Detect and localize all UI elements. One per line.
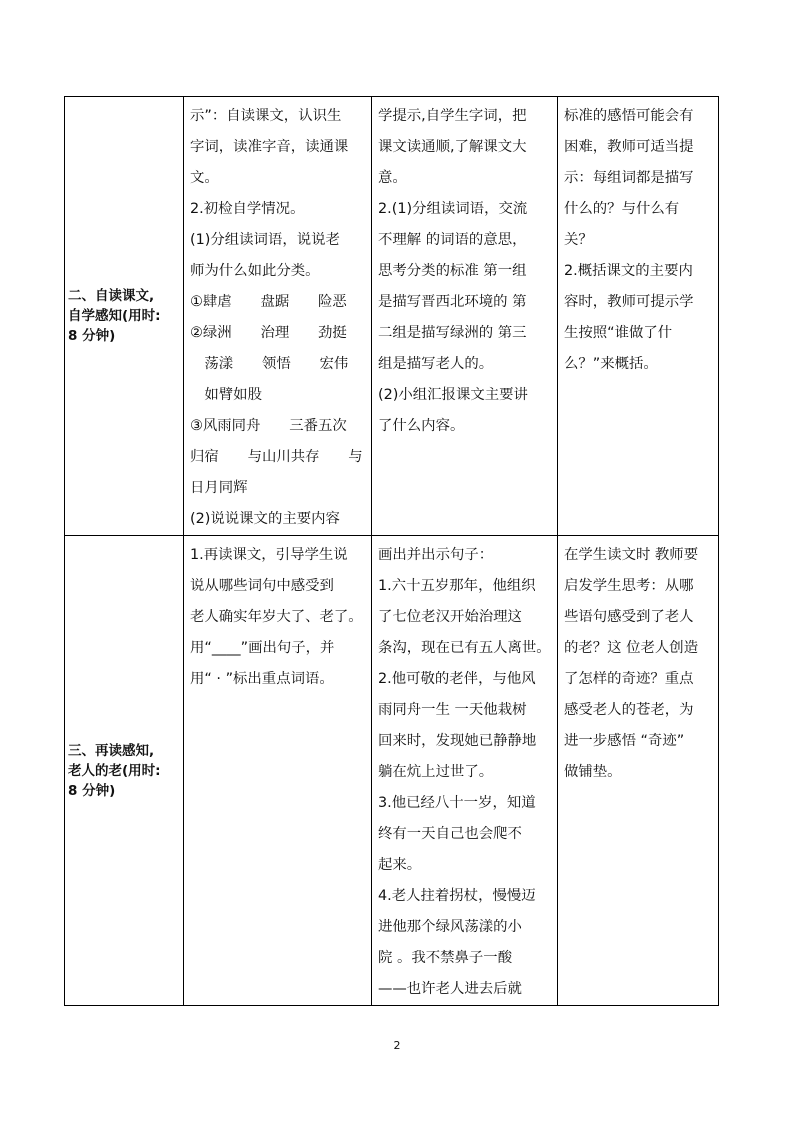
teacher-activity-cell — [184, 97, 372, 536]
vocab-line: ③风雨同舟 三番五次 — [190, 418, 347, 434]
lesson-plan-table — [64, 96, 719, 1006]
text-line: 些语句感受到了老人 — [564, 609, 694, 625]
text-line: 2.概括课文的主要内 — [564, 263, 693, 279]
design-notes-cell — [558, 97, 719, 536]
text-line: 容时，教师可提示学 — [564, 294, 694, 310]
text-line: 说从哪些词句中感受到 — [190, 578, 334, 594]
table-row — [65, 536, 719, 1006]
stage-duration: 8 分钟) — [68, 328, 116, 344]
stage-title: 自学感知(用时: — [68, 308, 161, 324]
stage-title: 三、再读感知, — [68, 742, 155, 759]
text-line: 了怎样的奇迹？重点 — [564, 671, 694, 687]
text-line: 困难，教师可适当提 — [564, 139, 694, 155]
text-line: 师为什么如此分类。 — [190, 263, 320, 279]
text-line: (2)小组汇报课文主要讲 — [378, 387, 528, 403]
text-line: 老人确实年岁大了、老了。 — [190, 609, 363, 625]
text-line: 了七位老汉开始治理这 — [378, 609, 522, 625]
text-line: 在学生读文时 教师要 — [564, 547, 699, 563]
text-line: 是描写晋西北环境的 第 — [378, 294, 527, 310]
text-line: 么？”来概括。 — [564, 356, 658, 372]
vocab-line: 如臂如股 — [190, 387, 262, 403]
text-line: 用“____”画出句子，并 — [190, 640, 335, 656]
text-line: 生按照“谁做了什 — [564, 325, 673, 341]
text-line: 示”：自读课文，认识生 — [190, 108, 342, 124]
text-line: 学提示,自学生字词，把 — [378, 108, 527, 124]
table-row — [65, 97, 719, 536]
text-line: 2.初检自学情况。 — [190, 201, 305, 217]
student-activity-cell — [372, 536, 558, 1006]
text-line: 不理解 的词语的意思， — [378, 232, 527, 248]
student-activity-cell — [372, 97, 558, 536]
teacher-activity-cell — [184, 536, 372, 1006]
text-line: ——也许老人进去后就 — [378, 981, 522, 997]
text-line: 3.他已经八十一岁，知道 — [378, 795, 536, 811]
text-line: 4.老人拄着拐杖，慢慢迈 — [378, 888, 536, 904]
text-line: 组是描写老人的。 — [378, 356, 494, 372]
text-line: 进他那个绿风荡漾的小 — [378, 919, 522, 935]
text-line: 课文读通顺,了解课文大 — [378, 139, 527, 155]
text-line: 1.六十五岁那年，他组织 — [378, 578, 536, 594]
text-line: 的老？这 位老人创造 — [564, 640, 699, 656]
text-line: 1.再读课文，引导学生说 — [190, 547, 348, 563]
text-line: 终有一天自己也会爬不 — [378, 826, 522, 842]
text-line: 进一步感悟 “奇迹” — [564, 733, 685, 749]
text-line: 2.(1)分组读词语，交流 — [378, 201, 528, 217]
page-number: 2 — [393, 1039, 401, 1052]
text-line: 关？ — [564, 232, 593, 248]
text-line: 二组是描写绿洲的 第三 — [378, 325, 527, 341]
text-line: 用“ · ”标出重点词语。 — [190, 671, 334, 687]
stage-cell — [65, 97, 184, 536]
text-line: 标准的感悟可能会有 — [564, 108, 694, 124]
design-notes-cell — [558, 536, 719, 1006]
stage-title: 老人的老(用时: — [68, 762, 161, 779]
text-line: 做铺垫。 — [564, 764, 622, 780]
vocab-line: ②绿洲 治理 劲挺 — [190, 325, 347, 341]
text-line: 条沟，现在已有五人离世。 — [378, 640, 551, 656]
text-line: 启发学生思考：从哪 — [564, 578, 694, 594]
text-line: 示：每组词都是描写 — [564, 170, 694, 186]
text-line: 文。 — [190, 170, 219, 186]
text-line: (2)说说课文的主要内容 — [190, 511, 340, 527]
vocab-line: 日月同辉 — [190, 480, 248, 496]
vocab-line: ①肆虐 盘踞 险恶 — [190, 294, 347, 310]
text-line: 意。 — [378, 170, 407, 186]
text-line: 字词，读准字音，读通课 — [190, 139, 349, 155]
text-line: 雨同舟一生 一天他栽树 — [378, 702, 527, 718]
text-line: 院 。我不禁鼻子一酸 — [378, 950, 513, 966]
text-line: 什么的？与什么有 — [564, 201, 680, 217]
stage-cell — [65, 536, 184, 1006]
text-line: 2.他可敬的老伴，与他风 — [378, 671, 536, 687]
text-line: 躺在炕上过世了。 — [378, 764, 494, 780]
stage-duration: 8 分钟) — [68, 782, 116, 799]
text-line: (1)分组读词语，说说老 — [190, 232, 340, 248]
text-line: 感受老人的苍老，为 — [564, 702, 694, 718]
vocab-line: 荡漾 领悟 宏伟 — [190, 356, 349, 372]
vocab-line: 归宿 与山川共存 与 — [190, 449, 363, 465]
stage-title: 二、自读课文, — [68, 288, 155, 304]
text-line: 起来。 — [378, 857, 422, 873]
text-line: 回来时，发现她已静静地 — [378, 733, 537, 749]
text-line: 画出并出示句子： — [378, 547, 494, 563]
text-line: 思考分类的标准 第一组 — [378, 263, 527, 279]
text-line: 了什么内容。 — [378, 418, 465, 434]
